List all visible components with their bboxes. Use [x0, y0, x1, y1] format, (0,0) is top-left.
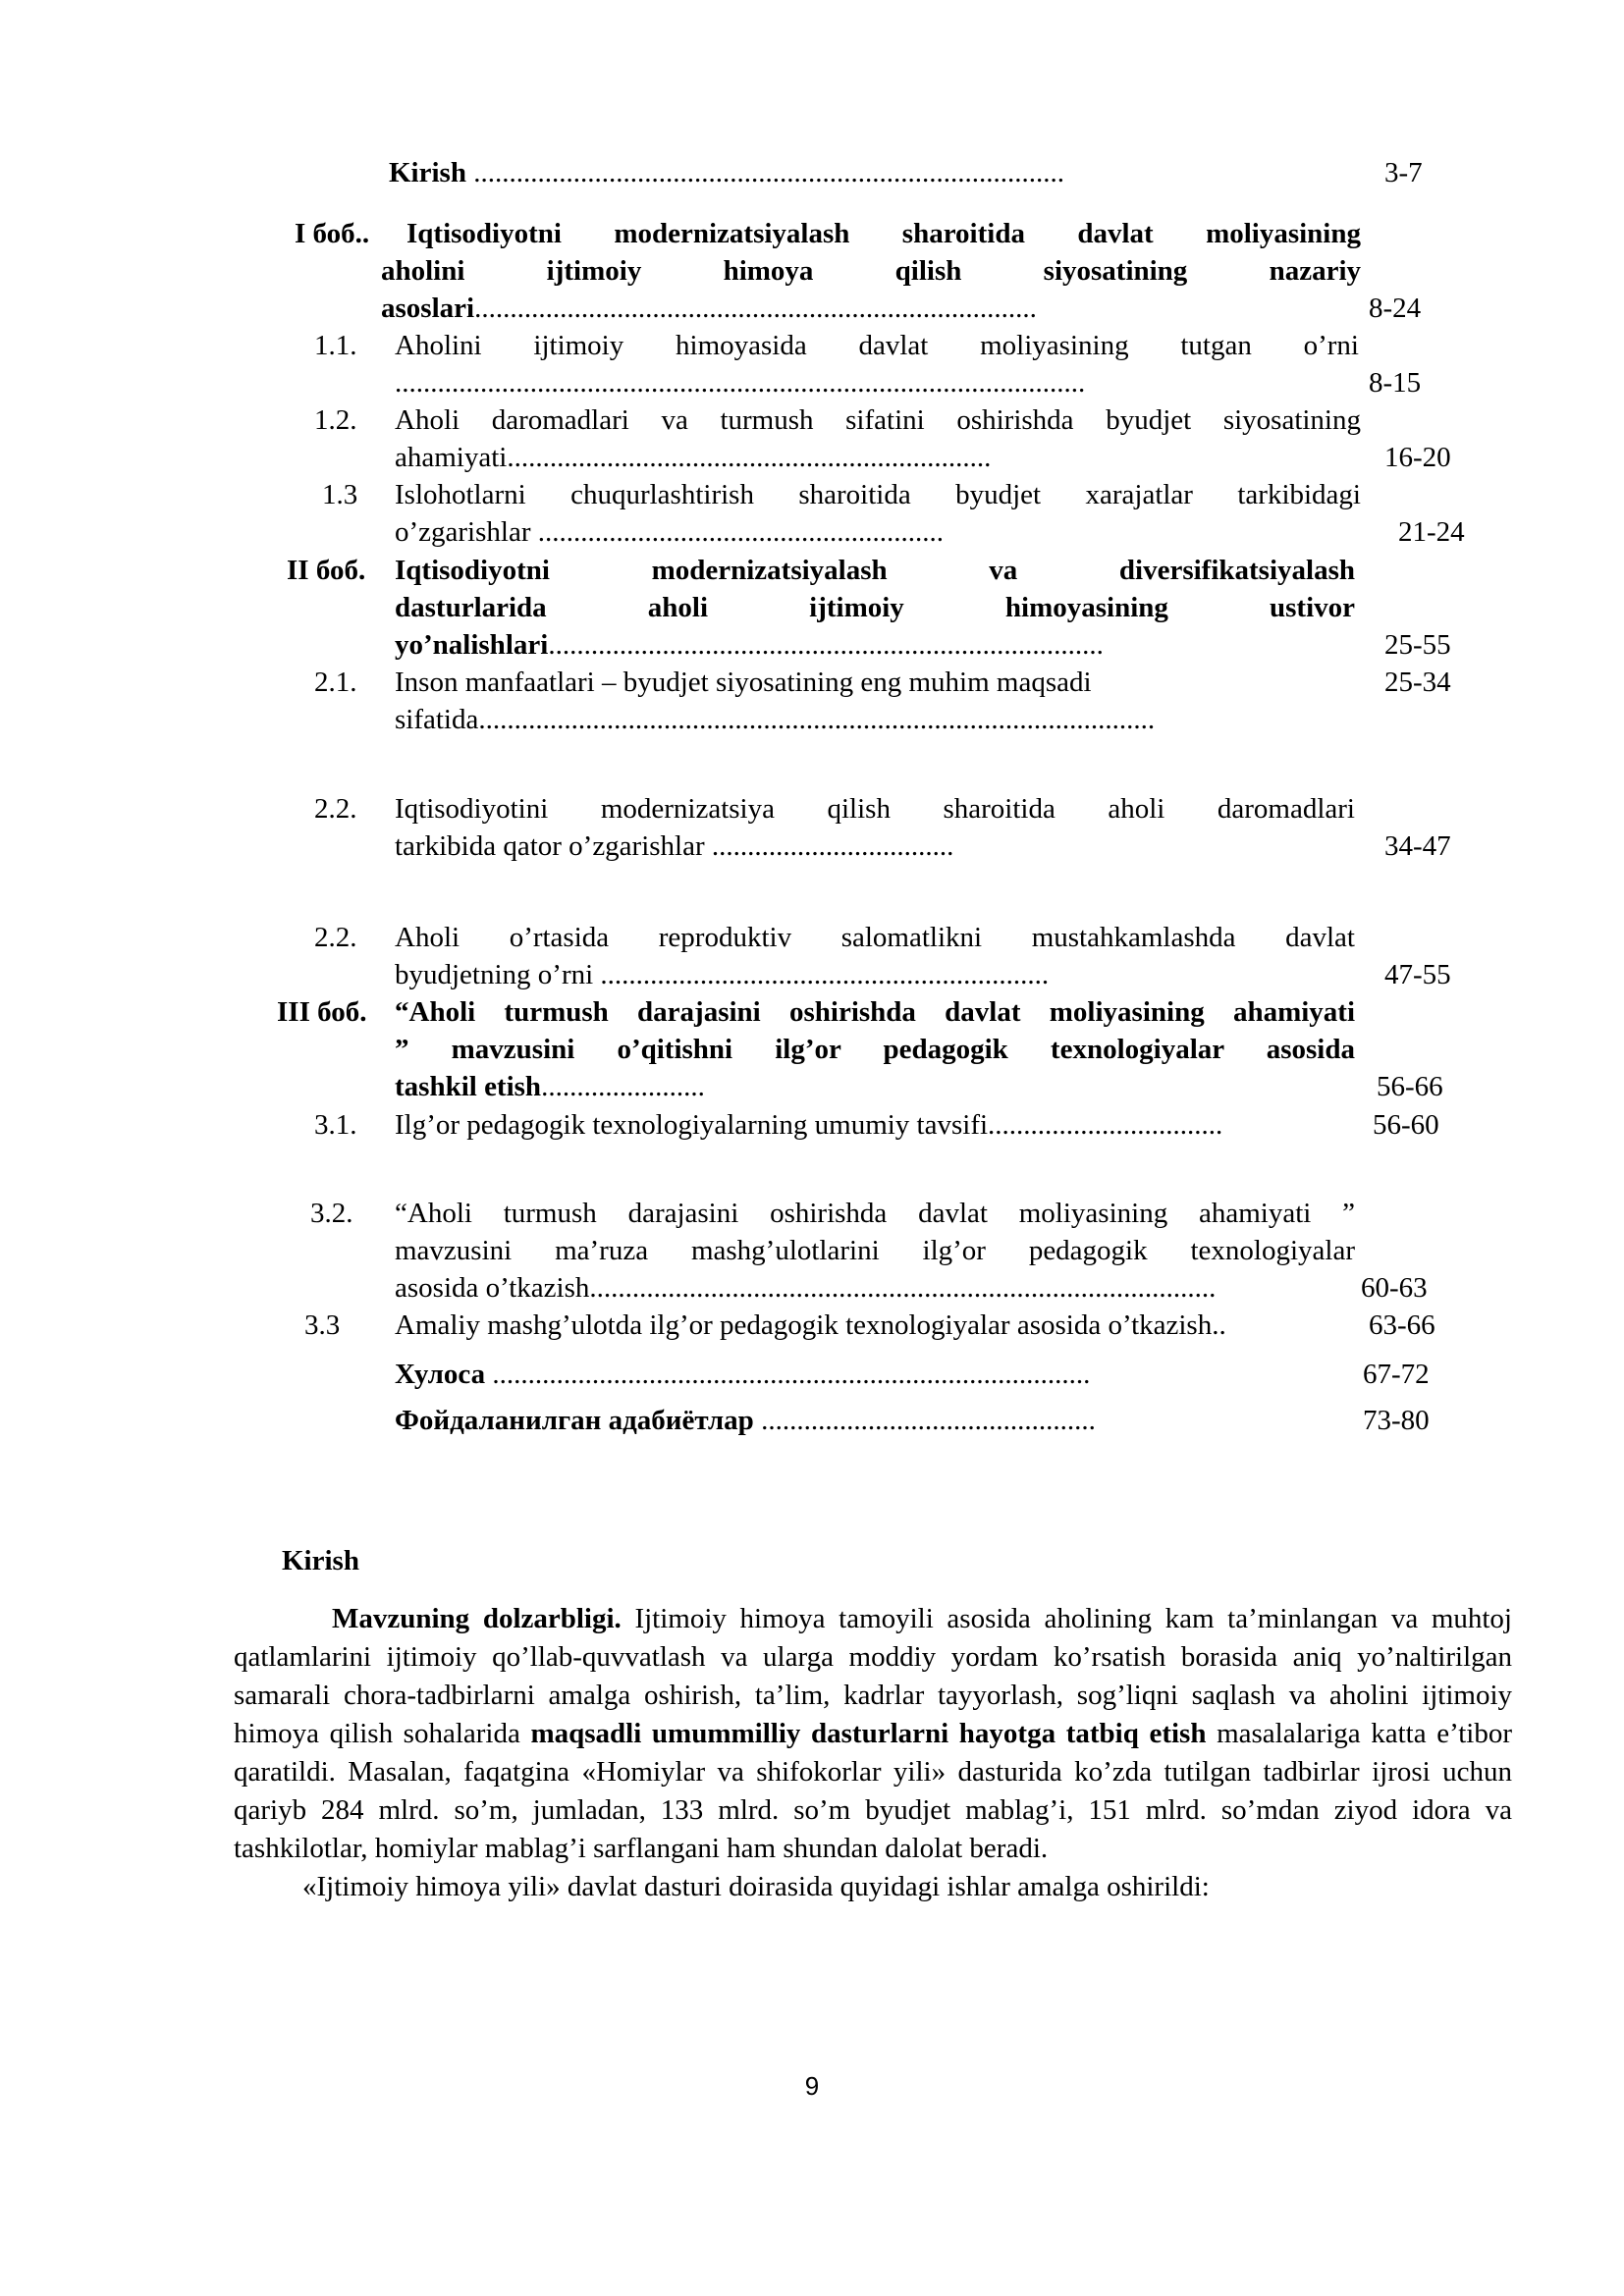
toc-ch3-line1: “Aholi turmush darajasini oshirishda davlat moliyasining ahamiyati [395, 996, 1355, 1028]
intro-paragraph-2: «Ijtimoiy himoya yili» davlat dasturi doirasida quyidagi ishlar amalga oshirildi: [302, 1871, 1210, 1902]
toc-ch3-line2: ” mavzusini o’qitishni ilg’or pedagogik texnologiyalar asosida [395, 1034, 1355, 1065]
intro-p1-text-1: Ijtimoiy himoya tamoyili asosida aholining kam ta’minlangan va muhtoj qatlamlarini ijtimoiy qo’llab-quvvatlash va ularga moddiy yordam ko’rsatish borasida aniq yo’naltirilgan samarali chora-tadbirlarni amalga oshirish, ta’lim, kadrlar tayyorlash, sog’liqni saqlash va aholini ijtimoiy himoya qilish sohalarida [234, 1603, 1512, 1749]
toc-ch3-dots: ....................... [541, 1071, 705, 1102]
toc-ch2-number: II боб. [287, 555, 366, 586]
toc-ch1-dots: ............................................................................... [474, 293, 1037, 324]
toc-s3-3-number: 3.3 [304, 1309, 341, 1341]
toc-ch2-line3 [395, 626, 1104, 664]
toc-s2-2b-number: 2.2. [314, 922, 357, 953]
intro-heading: Kirish [282, 1545, 359, 1576]
intro-p1-text-2: masalalariga katta e’tibor qaratildi. Masalan, faqatgina «Homiylar va shifokorlar yili» dasturida ko’zda tutilgan tadbirlar ijrosi uchun qariyb 284 mlrd. so’m, jumladan, 133 mlrd. so’m byudjet mablag’i, 151 mlrd. so’mdan ziyod idora va tashkilotlar, homiylar mablag’i sarflangani ham shundan dalolat beradi. [234, 1718, 1512, 1864]
toc-ch1-number: I боб.. [295, 218, 370, 249]
toc-kirish [389, 154, 1064, 191]
toc-s1-3-line2: o’zgarishlar ......................................................... [395, 516, 944, 548]
toc-s2-2b-line1: Aholi o’rtasida reproduktiv salomatlikni mustahkamlashda davlat [395, 922, 1355, 953]
toc-ch2-line2: dasturlarida aholi ijtimoiy himoyasining ustivor [395, 592, 1355, 623]
toc-s1-3-pages: 21-24 [1398, 516, 1465, 548]
toc-adabiyotlar [395, 1402, 1096, 1439]
toc-s1-2-number: 1.2. [314, 404, 357, 436]
toc-s1-3-number: 1.3 [322, 479, 358, 510]
intro-p1-bold-emphasis: maqsadli umummilliy dasturlarni hayotga tatbiq etish [530, 1718, 1207, 1749]
toc-s1-3-line1: Islohotlarni chuqurlashtirish sharoitida byudjet xarajatlar tarkibidagi [395, 479, 1361, 510]
toc-s1-1-number: 1.1. [314, 330, 357, 361]
toc-kirish-dots: ................................................................................... [465, 157, 1064, 188]
toc-s3-2-line1: “Aholi turmush darajasini oshirishda davlat moliyasining ahamiyati ” [395, 1198, 1355, 1229]
toc-ch1-line3-text: asoslari [381, 293, 475, 324]
toc-s2-2b-line2: byudjetning o’rni ............................................................... [395, 959, 1050, 990]
toc-s3-1-number: 3.1. [314, 1109, 357, 1141]
intro-body [234, 1600, 1512, 1906]
intro-paragraph-1 [234, 1600, 1512, 1868]
toc-ch1-line2: aholini ijtimoiy himoya qilish siyosatining nazariy [381, 255, 1361, 287]
toc-s2-2a-pages: 34-47 [1384, 830, 1451, 862]
toc-ch1-pages: 8-24 [1369, 293, 1422, 324]
toc-ch3-line3 [395, 1068, 705, 1105]
toc-ch3-pages: 56-66 [1377, 1071, 1443, 1102]
toc-s1-1-line1: Aholini ijtimoiy himoyasida davlat moliyasining tutgan o’rni [395, 330, 1359, 361]
toc-s2-1-number: 2.1. [314, 667, 357, 698]
toc-s2-2a-number: 2.2. [314, 793, 357, 825]
toc-xulosa-dots: .................................................................................... [485, 1359, 1091, 1390]
toc-kirish-pages: 3-7 [1384, 157, 1423, 188]
toc-ch1-line1: Iqtisodiyotni modernizatsiyalash sharoitida davlat moliyasining [406, 218, 1361, 249]
toc-adabiyotlar-dots: ............................................... [753, 1405, 1096, 1436]
toc-xulosa-pages: 67-72 [1363, 1359, 1430, 1390]
toc-ch2-line3-text: yo’nalishlari [395, 629, 549, 661]
toc-ch3-line3-text: tashkil etish [395, 1071, 542, 1102]
toc-xulosa [395, 1356, 1090, 1393]
toc-xulosa-title: Хулоса [395, 1359, 486, 1390]
toc-s2-1-pages: 25-34 [1384, 667, 1451, 698]
page-number: 9 [804, 2071, 820, 2101]
toc-s1-2-line2: ahamiyati.................................................................... [395, 442, 992, 473]
toc-s3-1-pages: 56-60 [1373, 1109, 1439, 1141]
toc-ch2-pages: 25-55 [1384, 629, 1451, 661]
toc-ch1-line3 [381, 290, 1037, 327]
toc-s1-1-line2: ................................................................................................. [395, 367, 1086, 399]
toc-s3-1-line1: Ilg’or pedagogik texnologiyalarning umumiy tavsifi................................. [395, 1109, 1223, 1141]
toc-ch2-line1: Iqtisodiyotni modernizatsiyalash va diversifikatsiyalash [395, 555, 1355, 586]
toc-s2-1-line2: sifatida............................................................................................... [395, 704, 1156, 735]
toc-s1-2-pages: 16-20 [1384, 442, 1451, 473]
toc-adabiyotlar-title: Фойдаланилган адабиётлар [395, 1405, 754, 1436]
toc-s3-2-number: 3.2. [310, 1198, 353, 1229]
toc-s2-1-line1: Inson manfaatlari – byudjet siyosatining eng muhim maqsadi [395, 667, 1092, 698]
intro-p1-bold-lead: Mavzuning dolzarbligi. [332, 1603, 622, 1634]
toc-s1-2-line1: Aholi daromadlari va turmush sifatini oshirishda byudjet siyosatining [395, 404, 1361, 436]
toc-kirish-title: Kirish [389, 157, 466, 188]
toc-s2-2a-line2: tarkibida qator o’zgarishlar .................................. [395, 830, 954, 862]
toc-s1-1-pages: 8-15 [1369, 367, 1422, 399]
toc-s3-3-line1: Amaliy mashg’ulotda ilg’or pedagogik texnologiyalar asosida o’tkazish.. [395, 1309, 1226, 1341]
toc-s3-2-line2: mavzusini ma’ruza mashg’ulotlarini ilg’or pedagogik texnologiyalar [395, 1235, 1355, 1266]
toc-adabiyotlar-pages: 73-80 [1363, 1405, 1430, 1436]
toc-ch3-number: III боб. [277, 996, 367, 1028]
toc-s2-2a-line1: Iqtisodiyotini modernizatsiya qilish sharoitida aholi daromadlari [395, 793, 1355, 825]
toc-s3-2-line3: asosida o’tkazish........................................................................................ [395, 1272, 1217, 1304]
toc-ch2-dots: .............................................................................. [548, 629, 1104, 661]
toc-s3-3-pages: 63-66 [1369, 1309, 1435, 1341]
toc-s3-2-pages: 60-63 [1361, 1272, 1428, 1304]
toc-s2-2b-pages: 47-55 [1384, 959, 1451, 990]
